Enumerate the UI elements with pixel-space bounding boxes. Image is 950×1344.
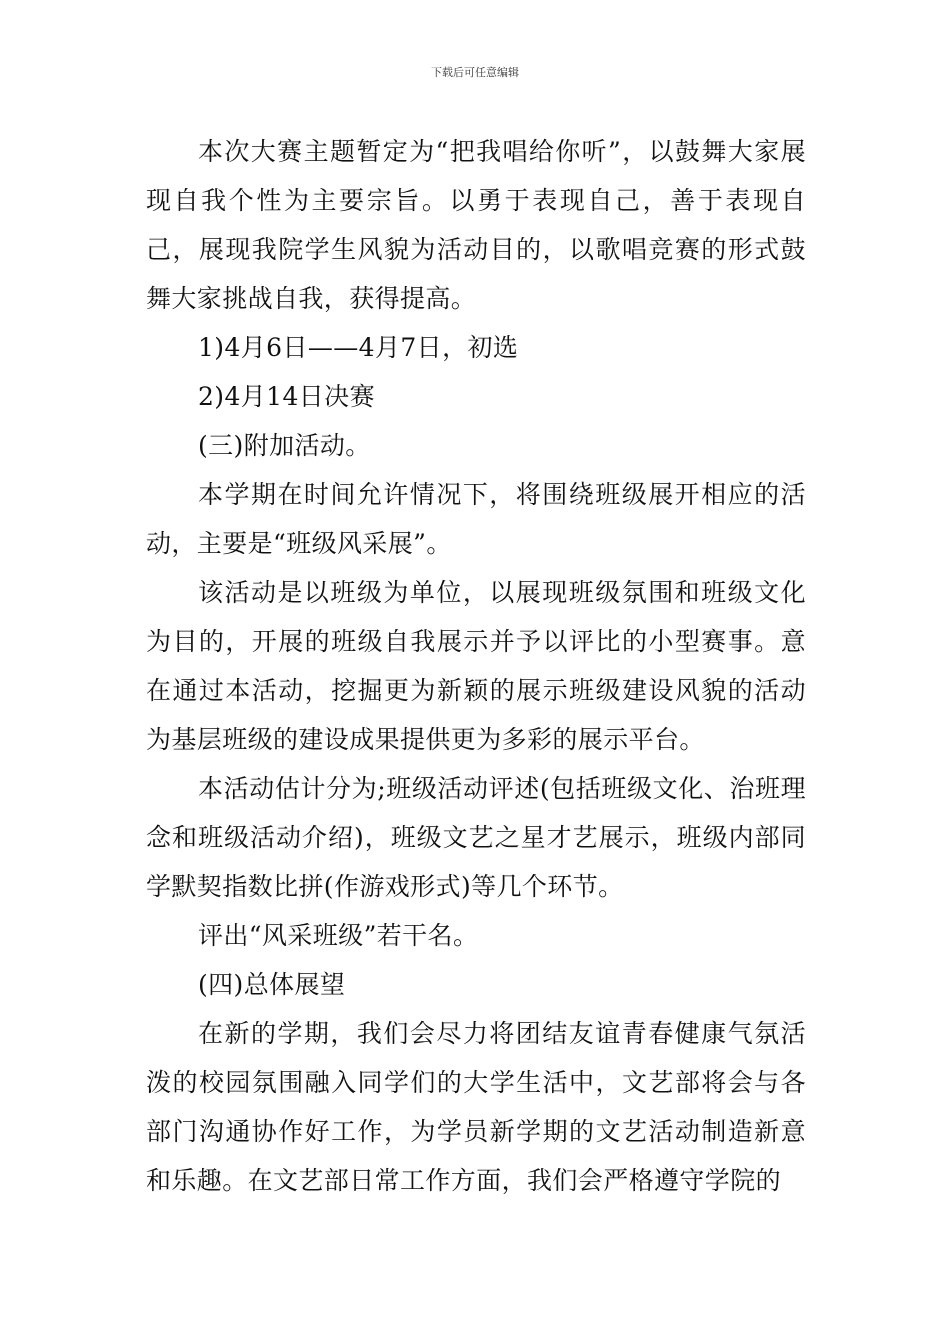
paragraph-class-showcase-purpose: 该活动是以班级为单位，以展现班级氛围和班级文化为目的，开展的班级自我展示并予以评比的小型赛事。意在通过本活动，挖掘更为新颖的展示班级建设风貌的活动为基层班级的建设成果提供更为多彩的展示平台。 [146, 578, 806, 754]
section-heading-outlook: (四)总体展望 [198, 970, 346, 999]
paragraph-selection: 评出“风采班级”若干名。 [198, 921, 479, 950]
section-heading-additional-activities: (三)附加活动。 [198, 431, 371, 460]
document-body [146, 127, 806, 1205]
paragraph-contest-theme: 本次大赛主题暂定为“把我唱给你听”，以鼓舞大家展现自我个性为主要宗旨。以勇于表现自己，善于表现自己，展现我院学生风貌为活动目的，以歌唱竞赛的形式鼓舞大家挑战自我，获得提高。 [146, 137, 806, 313]
page-header-note: 下载后可任意编辑 [431, 66, 519, 79]
paragraph-schedule-final: 2)4月14日决赛 [198, 382, 375, 411]
paragraph-schedule-preliminary: 1)4月6日——4月7日，初选 [198, 333, 519, 362]
paragraph-outlook: 在新的学期，我们会尽力将团结友谊青春健康气氛活泼的校园氛围融入同学们的大学生活中，文艺部将会与各部门沟通协作好工作，为学员新学期的文艺活动制造新意和乐趣。在文艺部日常工作方面，我们会严格遵守学院的 [146, 1019, 806, 1195]
paragraph-activity-segments: 本活动估计分为;班级活动评述(包括班级文化、治班理念和班级活动介绍)，班级文艺之星才艺展示，班级内部同学默契指数比拼(作游戏形式)等几个环节。 [146, 774, 806, 901]
paragraph-class-showcase-intro: 本学期在时间允许情况下，将围绕班级展开相应的活动，主要是“班级风采展”。 [146, 480, 806, 558]
